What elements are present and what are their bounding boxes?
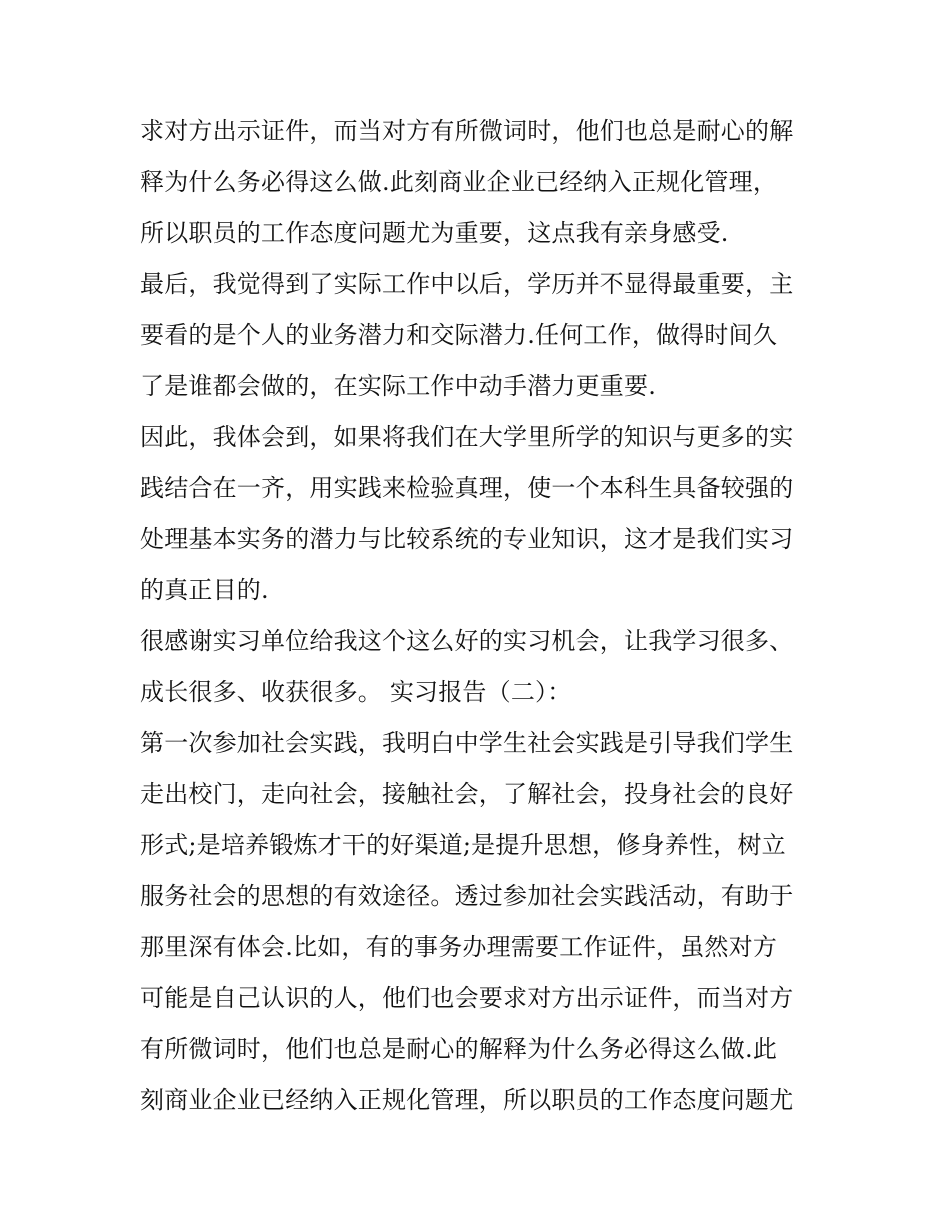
text-line: 所以职员的工作态度问题尤为重要，这点我有亲身感受. (140, 219, 729, 247)
text-line: 很感谢实习单位给我这个这么好的实习机会，让我学习很多、 (140, 627, 794, 655)
text-line: 那里深有体会.比如，有的事务办理需要工作证件，虽然对方 (140, 933, 778, 961)
text-line: 服务社会的思想的有效途径。透过参加社会实践活动，有助于 (140, 882, 794, 910)
text-line: 可能是自己认识的人，他们也会要求对方出示证件，而当对方 (140, 984, 794, 1012)
text-line: 处理基本实务的潜力与比较系统的专业知识，这才是我们实习 (140, 525, 794, 553)
text-line: 成长很多、收获很多。 实习报告（二）： (140, 678, 572, 706)
text-line: 第一次参加社会实践，我明白中学生社会实践是引导我们学生 (140, 729, 794, 757)
text-line: 形式;是培养锻炼才干的好渠道;是提升思想，修身养性，树立 (140, 831, 786, 859)
text-line: 求对方出示证件，而当对方有所微词时，他们也总是耐心的解 (140, 117, 794, 145)
text-line: 的真正目的. (140, 576, 269, 604)
text-line: 有所微词时，他们也总是耐心的解释为什么务必得这么做.此 (140, 1035, 778, 1063)
text-line: 释为什么务必得这么做.此刻商业企业已经纳入正规化管理， (140, 168, 778, 196)
text-line: 要看的是个人的业务潜力和交际潜力.任何工作，做得时间久 (140, 321, 778, 349)
text-line: 最后，我觉得到了实际工作中以后，学历并不显得最重要，主 (140, 270, 794, 298)
body-text (140, 106, 840, 1126)
text-line: 了是谁都会做的，在实际工作中动手潜力更重要. (140, 372, 657, 400)
text-line: 因此，我体会到，如果将我们在大学里所学的知识与更多的实 (140, 423, 794, 451)
text-line: 刻商业企业已经纳入正规化管理，所以职员的工作态度问题尤 (140, 1086, 794, 1114)
text-line: 走出校门，走向社会，接触社会，了解社会，投身社会的良好 (140, 780, 794, 808)
text-line: 践结合在一齐，用实践来检验真理，使一个本科生具备较强的 (140, 474, 794, 502)
